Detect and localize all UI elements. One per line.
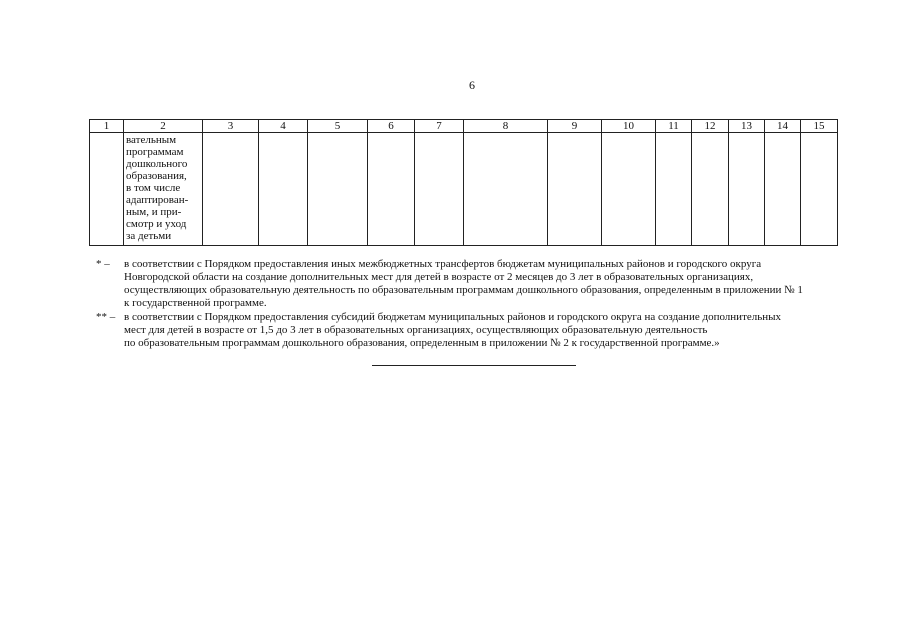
table-cell (729, 133, 765, 246)
table-cell (464, 133, 548, 246)
cell-text-line: вательным (126, 134, 177, 146)
cell-text-line: образования, (126, 170, 187, 182)
table-cell (259, 133, 308, 246)
data-table (89, 119, 838, 246)
footnote-1 (96, 258, 856, 310)
cell-text-line: ным, и при- (126, 206, 182, 218)
footnote-2 (96, 311, 856, 350)
cell-text-line: смотр и уход (126, 218, 187, 230)
footnote-line: к государственной программе. (124, 297, 267, 309)
table-cell (368, 133, 415, 246)
footnote-mark: ** – (96, 311, 116, 323)
column-header: 13 (729, 120, 765, 133)
footnote-line: в соответствии с Порядком предоставления иных межбюджетных трансфертов бюджетам муниципальных районов и городского округа (124, 258, 762, 270)
cell-text-line: за детьми (126, 230, 172, 242)
cell-text-line: программам (126, 146, 184, 158)
column-header: 12 (692, 120, 729, 133)
table-header-row (90, 120, 838, 133)
table-cell (765, 133, 801, 246)
footnote-line: в соответствии с Порядком предоставления субсидий бюджетам муниципальных районов и городского округа на создание дополнительных (124, 311, 782, 323)
table-cell (90, 133, 124, 246)
column-header: 9 (548, 120, 602, 133)
footnote-mark: * – (96, 258, 110, 270)
table-cell (415, 133, 464, 246)
column-header: 5 (308, 120, 368, 133)
page-number: 6 (469, 78, 475, 92)
table-cell (692, 133, 729, 246)
column-header: 11 (656, 120, 692, 133)
column-header: 7 (415, 120, 464, 133)
table-cell (801, 133, 838, 246)
cell-text-line: в том числе (126, 182, 181, 194)
column-header: 1 (90, 120, 124, 133)
table-cell (548, 133, 602, 246)
table-cell (308, 133, 368, 246)
column-header: 2 (124, 120, 203, 133)
footnote-line: по образовательным программам дошкольного образования, определенным в приложении № 2 к государственной программе.» (124, 337, 720, 349)
column-header: 14 (765, 120, 801, 133)
table-cell (203, 133, 259, 246)
table-row (90, 133, 838, 246)
cell-text-line: адаптирован- (126, 194, 189, 206)
footnote-line: Новгородской области на создание дополнительных мест для детей в возрасте от 2 месяцев до 3 лет в образовательных организациях, (124, 271, 754, 283)
table-cell (602, 133, 656, 246)
column-header: 3 (203, 120, 259, 133)
table-cell (656, 133, 692, 246)
column-header: 4 (259, 120, 308, 133)
column-header: 8 (464, 120, 548, 133)
footnote-line: мест для детей в возрасте от 1,5 до 3 лет в образовательных организациях, осуществляющих образовательную деятельность (124, 324, 708, 336)
table-cell-description (124, 133, 203, 246)
cell-text-line: дошкольного (126, 158, 188, 170)
footnote-line: осуществляющих образовательную деятельность по образовательным программам дошкольного образования, определенным в приложении № 1 (124, 284, 803, 296)
column-header: 15 (801, 120, 838, 133)
closing-rule (372, 365, 576, 366)
column-header: 10 (602, 120, 656, 133)
column-header: 6 (368, 120, 415, 133)
